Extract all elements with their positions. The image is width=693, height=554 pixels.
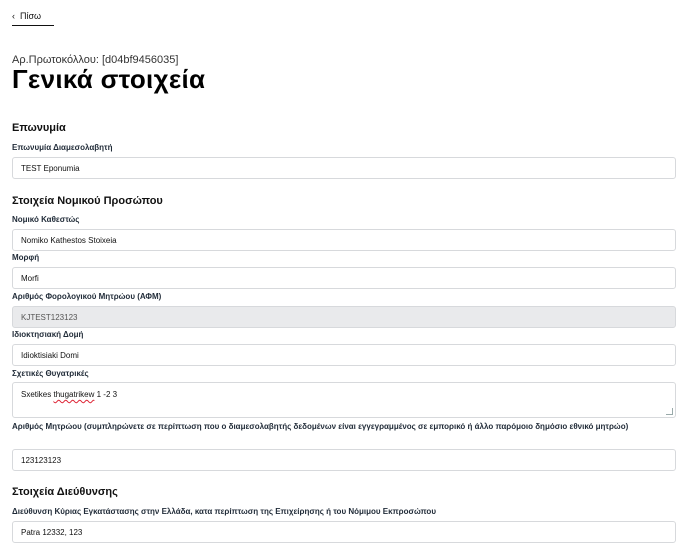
mitroo-value: 123123123 <box>21 455 62 465</box>
back-underline <box>12 25 54 26</box>
mitroo-label: Αριθμός Μητρώου (συμπληρώνετε σε περίπτωση που ο διαμεσολαβητής δεδομένων είναι εγγεγραμμένος σε εμπορικό ή άλλο παρόμοιο δημόσιο εθνικό μητρώο) <box>12 422 629 431</box>
thygatrikes-label: Σχετικές Θυγατρικές <box>12 369 89 378</box>
egkatastasi-label: Διεύθυνση Κύριας Εγκατάστασης στην Ελλάδα, κατα περίπτωση της Επιχείρησης ή του Νόμιμου Εκπροσώπου <box>12 507 436 516</box>
afm-field <box>12 306 676 328</box>
eponymia-value: TEST Eponumia <box>21 163 80 173</box>
eponymia-label: Επωνυμία Διαμεσολαβητή <box>12 143 113 152</box>
protocol-number: Αρ.Πρωτοκόλλου: [d04bf9456035] <box>12 54 179 66</box>
thygatrikes-textarea[interactable] <box>12 382 676 418</box>
afm-value: KJTEST123123 <box>21 312 78 322</box>
kathestos-value: Nomiko Kathestos Stoixeia <box>21 235 117 245</box>
back-label: Πίσω <box>20 11 42 21</box>
morfi-label: Μορφή <box>12 253 40 262</box>
domi-label: Ιδιοκτησιακή Δομή <box>12 330 84 339</box>
morfi-value: Morfi <box>21 273 39 283</box>
afm-label: Αριθμός Φορολογικού Μητρώου (ΑΦΜ) <box>12 292 162 301</box>
section-title-nomiko: Στοιχεία Νομικού Προσώπου <box>12 195 163 207</box>
morfi-field[interactable] <box>12 267 676 289</box>
egkatastasi-value: Patra 12332, 123 <box>21 527 83 537</box>
mitroo-field[interactable] <box>12 449 676 471</box>
domi-field[interactable] <box>12 344 676 366</box>
kathestos-field[interactable] <box>12 229 676 251</box>
egkatastasi-field[interactable] <box>12 521 676 543</box>
section-title-eponymia: Επωνυμία <box>12 122 66 134</box>
back-button[interactable] <box>12 8 52 24</box>
chevron-left-icon: ‹ <box>12 10 15 21</box>
eponymia-field[interactable] <box>12 157 676 179</box>
page-title: Γενικά στοιχεία <box>12 64 206 94</box>
kathestos-label: Νομικό Καθεστώς <box>12 215 80 224</box>
domi-value: Idioktisiaki Domi <box>21 350 79 360</box>
resize-handle[interactable] <box>666 408 673 415</box>
section-title-dieythynsi: Στοιχεία Διεύθυνσης <box>12 486 118 498</box>
thygatrikes-value: Sxetikes thugatrikew 1 -2 3 <box>21 390 118 399</box>
